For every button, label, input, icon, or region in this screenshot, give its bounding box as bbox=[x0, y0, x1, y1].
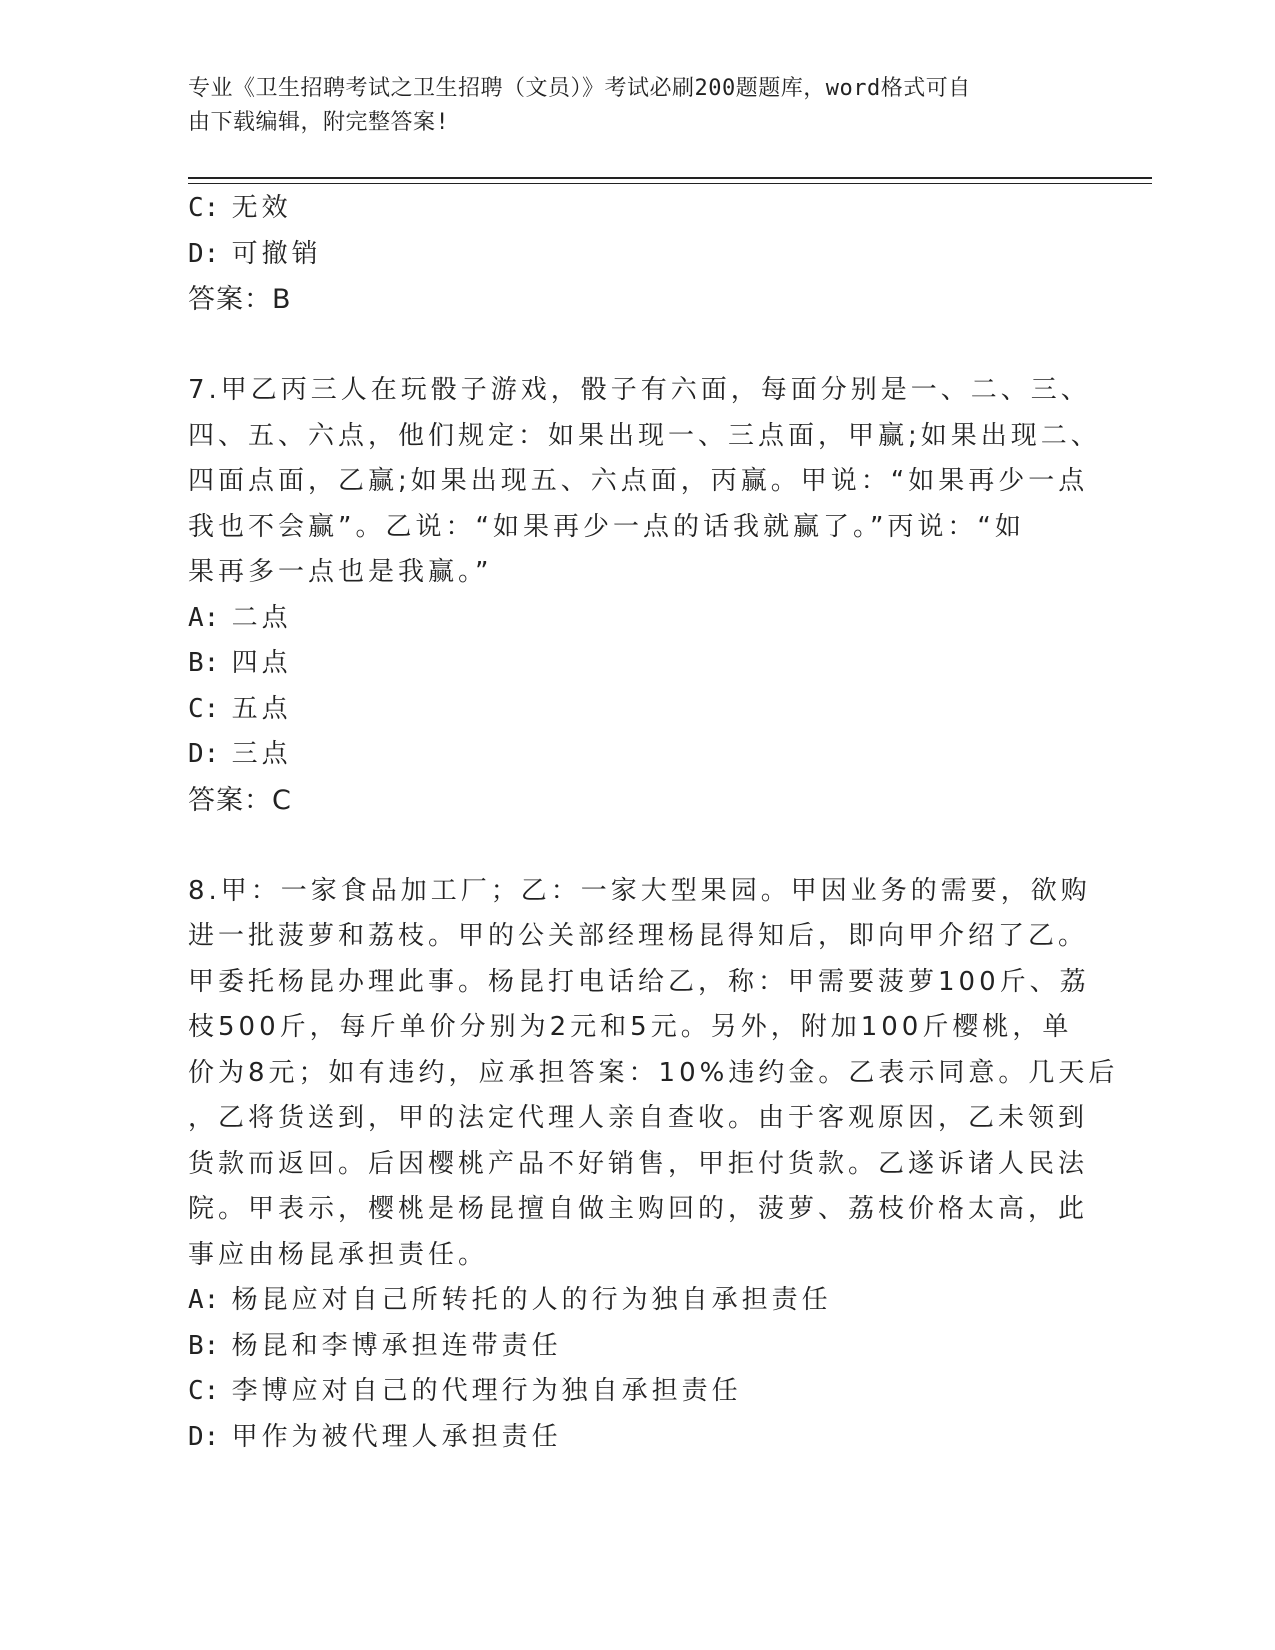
option-c bbox=[188, 186, 1078, 232]
question-text-line: ，乙将货送到，甲的法定代理人亲自查收。由于客观原因，乙未领到 bbox=[188, 1103, 1089, 1133]
question-text-line: 枝500斤，每斤单价分别为2元和5元。另外，附加100斤樱桃，单 bbox=[188, 1012, 1073, 1042]
option-text: 四点 bbox=[231, 648, 292, 678]
option-text: 杨昆应对自己所转托的人的行为独自承担责任 bbox=[231, 1285, 832, 1315]
question-text-line: 8.甲：一家食品加工厂；乙：一家大型果园。甲因业务的需要，欲购 bbox=[188, 875, 1091, 906]
header-line-2: 由下载编辑，附完整答案! bbox=[188, 110, 450, 135]
page-header bbox=[188, 72, 1068, 140]
option-letter: C: bbox=[188, 1376, 220, 1406]
question-text-line: 四、五、六点，他们规定：如果出现一、三点面，甲赢;如果出现二、 bbox=[188, 420, 1101, 451]
option-text: 三点 bbox=[231, 739, 292, 769]
question-7 bbox=[188, 368, 1101, 823]
answer-line: 答案：C bbox=[188, 784, 292, 816]
option-letter: A: bbox=[188, 1285, 220, 1315]
option-text: 五点 bbox=[231, 693, 292, 724]
option-text: 甲作为被代理人承担责任 bbox=[231, 1421, 562, 1452]
option-letter: D: bbox=[188, 1421, 220, 1452]
question-text-line: 四面点面，乙赢;如果出现五、六点面，丙赢。甲说：“如果再少一点 bbox=[188, 466, 1089, 496]
option-letter: B: bbox=[188, 1330, 220, 1361]
option-letter: C: bbox=[188, 693, 220, 724]
option-letter: A: bbox=[188, 602, 220, 633]
option-a bbox=[188, 1278, 1078, 1324]
question-text-line: 果再多一点也是我赢。” bbox=[188, 557, 493, 587]
header-divider-thick bbox=[188, 177, 1152, 179]
option-a bbox=[188, 596, 1078, 642]
option-c bbox=[188, 1369, 1078, 1415]
option-letter: C: bbox=[188, 193, 220, 223]
prev-question bbox=[188, 186, 1078, 323]
option-b bbox=[188, 1324, 1078, 1370]
question-text-line: 进一批菠萝和荔枝。甲的公关部经理杨昆得知后，即向甲介绍了乙。 bbox=[188, 921, 1089, 951]
header-divider-thin bbox=[188, 183, 1152, 184]
question-text-line: 7.甲乙丙三人在玩骰子游戏，骰子有六面，每面分别是一、二、三、 bbox=[188, 375, 1091, 405]
document-body bbox=[188, 186, 1119, 1460]
option-d bbox=[188, 232, 1078, 278]
question-text-line: 甲委托杨昆办理此事。杨昆打电话给乙，称：甲需要菠萝100斤、荔 bbox=[188, 966, 1090, 997]
question-text-line: 事应由杨昆承担责任。 bbox=[188, 1239, 489, 1270]
question-8 bbox=[188, 869, 1119, 1461]
option-letter: D: bbox=[188, 238, 220, 269]
option-text: 可撤销 bbox=[231, 238, 322, 269]
option-text: 无效 bbox=[231, 193, 292, 223]
option-d bbox=[188, 732, 1078, 778]
question-text-line: 院。甲表示，樱桃是杨昆擅自做主购回的，菠萝、荔枝价格太高，此 bbox=[188, 1194, 1089, 1224]
spacer bbox=[188, 823, 1078, 869]
answer-line: 答案：B bbox=[188, 284, 292, 315]
option-b bbox=[188, 641, 1078, 687]
option-text: 李博应对自己的代理行为独自承担责任 bbox=[231, 1376, 742, 1406]
question-text-line: 价为8元；如有违约，应承担答案：10%违约金。乙表示同意。几天后 bbox=[188, 1057, 1119, 1088]
question-text-line: 我也不会赢”。乙说：“如果再少一点的话我就赢了。”丙说：“如 bbox=[188, 511, 1025, 542]
option-text: 杨昆和李博承担连带责任 bbox=[231, 1330, 562, 1361]
option-letter: B: bbox=[188, 648, 220, 678]
option-d bbox=[188, 1415, 1078, 1461]
header-line-1: 专业《卫生招聘考试之卫生招聘（文员）》考试必刷200题题库，word格式可自 bbox=[188, 76, 971, 101]
option-c bbox=[188, 687, 1078, 733]
option-text: 二点 bbox=[231, 602, 292, 633]
spacer bbox=[188, 323, 1078, 369]
question-text-line: 货款而返回。后因樱桃产品不好销售，甲拒付货款。乙遂诉诸人民法 bbox=[188, 1148, 1089, 1179]
option-letter: D: bbox=[188, 739, 220, 769]
